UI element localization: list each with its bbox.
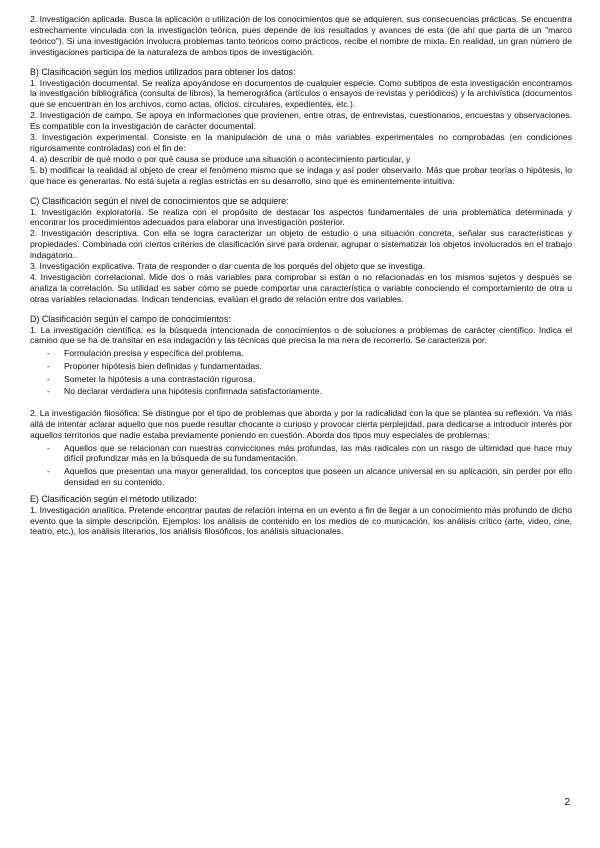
para-explanatory-research: 3. Investigación explicativa. Trata de responder o dar cuenta de los porqués del objeto que se investiga. (30, 261, 426, 272)
para-experimental-item-b: 5. b) modificar la realidad al objeto de crear el fenómeno mismo que se indaga y así poder observarlo. Más que probar teorías o hipótesis, lo que hace es generarlas. No está sujeta a reglas estrictas en su desarrollo, sino que es eminentemente intuitiva. (30, 164, 572, 186)
list-philosophical-problems (30, 443, 572, 488)
para-experimental-item-a: 4. a) describir de qué modo o por qué causa se produce una situación o acontecimiento particular, y (30, 153, 411, 164)
heading-section-b: B) Clasificación según los medios utilizados para obtener los datos: (30, 66, 296, 77)
para-field-research: 2. Investigación de campo. Se apoya en informaciones que provienen, entre otras, de entrevistas, cuestionarios, encuestas y observaciones. Es compatible con la investigación de carácter documental. (30, 110, 572, 132)
para-descriptive-research: 2. Investigación descriptiva. Con ella se logra caracterizar un objeto de estudio o una situación concreta, señalar sus características y propiedades. Combinada con ciertos criterios de clasificación sirve para ordenar, agrupar o sistematizar los objetos involucrados en el trabajo indagatorio.. (30, 228, 572, 261)
para-applied-research: 2. Investigación aplicada. Busca la aplicación o utilización de los conocimientos que se adquieren, sus consecuencias prácticas. Se encuentra estrechamente vinculada con la investigación teórica, pues depende de los resultados y avances de esta (de ahí que parta de un "marco teórico"). Si una investigación involucra problemas tanto teóricos como prácticos, recibe el nombre de mixta. En realidad, un gran número de investigaciones participa de la naturaleza de ambos tipos de investigación. (30, 14, 572, 57)
list-item: - No declarar verdadera una hipótesis confirmada satisfactoriamente. (30, 386, 572, 397)
heading-section-d: D) Clasificación según el campo de conocimientos: (30, 313, 231, 324)
heading-section-c: C) Clasificación según el nivel de conocimientos que se adquiere: (30, 195, 289, 206)
list-item: - Proponer hipótesis bien definidas y fundamentadas. (30, 361, 572, 372)
spacer (30, 399, 572, 408)
para-exploratory-research: 1. Investigación exploratoria. Se realiza con el propósito de destacar los aspectos fundamentales de una problemática determinada y encontrar los procedimientos adecuados para elaborar una investigación posterior. (30, 206, 572, 228)
para-correlational-research: 4. Investigación correlacional. Mide dos o más variables para comprobar si están o no relacionadas en los mismos sujetos y después se analiza la correlación. Su utilidad es saber cómo se puede comportar una característica o variable conociendo el comportamiento de otra u otras variables relacionadas. Indican tendencias, evalúan el grado de relación entre dos variables. (30, 271, 572, 304)
document-page (30, 14, 572, 537)
spacer (30, 305, 572, 314)
para-documentary-research: 1. Investigación documental. Se realiza apoyándose en documentos de cualquier especie. Como subtipos de esta investigación encontramos la investigación bibliográfica (consulta de libros), la hemerográfica (artículos o ensayos de revistas y periódicos) y la archivística (documentos que se encuentran en los archivos, como actas, oficios, circulares, expedientes, etc.). (30, 77, 572, 110)
page-number: 2 (564, 797, 570, 808)
para-experimental-research: 3. Investigación experimental. Consiste en la manipulación de una o más variables experimentales no comprobadas (en condiciones rigurosamente controladas) con el fin de: (30, 132, 572, 153)
para-analytical-research: 1. Investigación analítica. Pretende encontrar pautas de relación interna en un evento a fin de llegar a un conocimiento más profundo de dicho evento que la simple descripción. Ejemplos: los análisis de contenido en los medios de co municación, los análisis crítico (arte, video, cine, teatro, etc.), los análisis literarios, los análisis filosóficos, los análisis situacionales. (30, 504, 572, 537)
list-item: - Someter la hipótesis a una contrastación rigurosa. (30, 374, 572, 385)
list-item: - Aquellos que se relacionan con nuestras convicciones más profundas, las más radicales con un rasgo de ultimidad que hace muy difícil profundizar más en la búsqueda de su fundamentación. (30, 443, 572, 465)
list-item: - Aquellos que presentan una mayor generalidad, los conceptos que poseen un alcance universal en su aplicación, sin perder por ello densidad en su contenido. (30, 466, 572, 488)
spacer (30, 58, 572, 67)
para-scientific-research: 1. La investigación científica: es la búsqueda intencionada de conocimientos o de soluciones a problemas de carácter científico. Indica el camino que se ha de transitar en esa indagación y las técnicas que precisa la ma nera de recorrerlo. Se caracteriza por: (30, 324, 572, 346)
spacer (30, 187, 572, 196)
heading-section-e: E) Clasificación según el método utilizado: (30, 493, 197, 504)
para-philosophical-research: 2. La investigación filosófica: Se distingue por el tipo de problemas que aborda y por la radicalidad con la que se plantea su reflexión. Va más allá de intentar aclarar aquello que nos puede resultar chocante o curioso y provocar cierta perplejidad, para dedicarse a introducir interés por aquellos territorios que nadie estaba previamente poniendo en cuestión. Aborda dos tipos muy especiales de problemas: (30, 407, 572, 440)
list-scientific-traits (30, 348, 572, 397)
list-item: - Formulación precisa y específica del problema. (30, 348, 572, 359)
